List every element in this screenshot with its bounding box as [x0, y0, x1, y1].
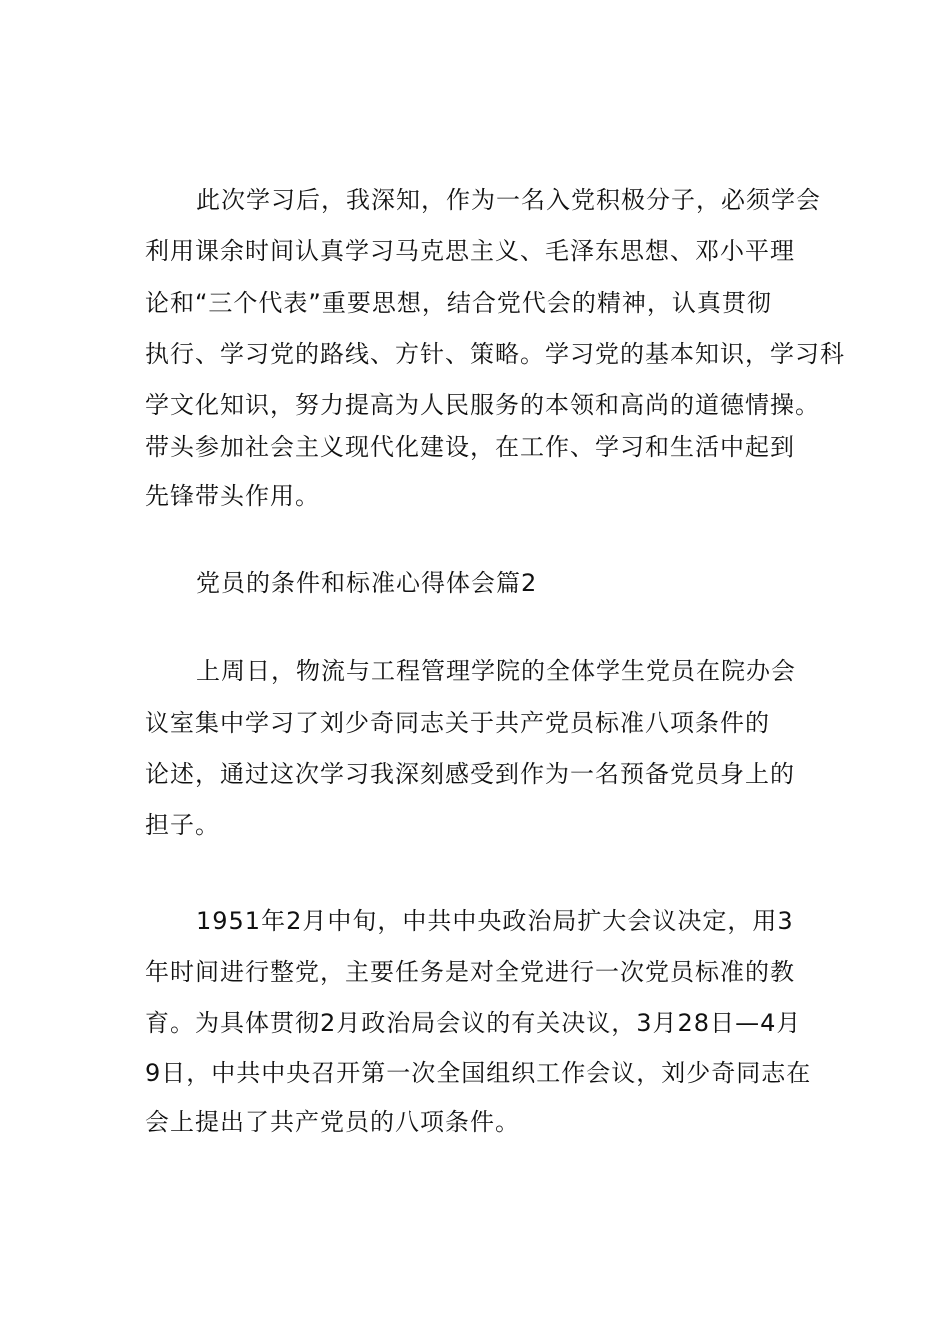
paragraph3-line: 育。为具体贯彻2月政治局会议的有关决议，3月28日—4月 — [145, 1009, 802, 1037]
paragraph1-line: 执行、学习党的路线、方针、策略。学习党的基本知识，学习科 — [145, 340, 845, 368]
paragraph1-line: 此次学习后，我深知，作为一名入党积极分子，必须学会 — [196, 186, 821, 214]
paragraph3-line: 会上提出了共产党员的八项条件。 — [145, 1108, 520, 1136]
section-heading: 党员的条件和标准心得体会篇2 — [196, 569, 538, 597]
paragraph3-line: 年时间进行整党，主要任务是对全党进行一次党员标准的教 — [145, 958, 795, 986]
paragraph1-line: 学文化知识，努力提高为人民服务的本领和高尚的道德情操。 — [145, 391, 820, 419]
paragraph1-line: 论和“三个代表”重要思想，结合党代会的精神，认真贯彻 — [145, 289, 772, 317]
paragraph2-line: 论述，通过这次学习我深刻感受到作为一名预备党员身上的 — [145, 760, 795, 788]
paragraph1-line: 利用课余时间认真学习马克思主义、毛泽东思想、邓小平理 — [145, 237, 795, 265]
paragraph2-line: 上周日，物流与工程管理学院的全体学生党员在院办会 — [196, 657, 796, 685]
paragraph2-line: 担子。 — [145, 811, 220, 839]
paragraph3-line: 1951年2月中旬，中共中央政治局扩大会议决定，用3 — [196, 907, 794, 935]
paragraph2-line: 议室集中学习了刘少奇同志关于共产党员标准八项条件的 — [145, 709, 770, 737]
paragraph1-line: 带头参加社会主义现代化建设，在工作、学习和生活中起到 — [145, 433, 795, 461]
paragraph3-line: 9日，中共中央召开第一次全国组织工作会议，刘少奇同志在 — [145, 1059, 812, 1087]
paragraph1-line: 先锋带头作用。 — [145, 482, 320, 510]
